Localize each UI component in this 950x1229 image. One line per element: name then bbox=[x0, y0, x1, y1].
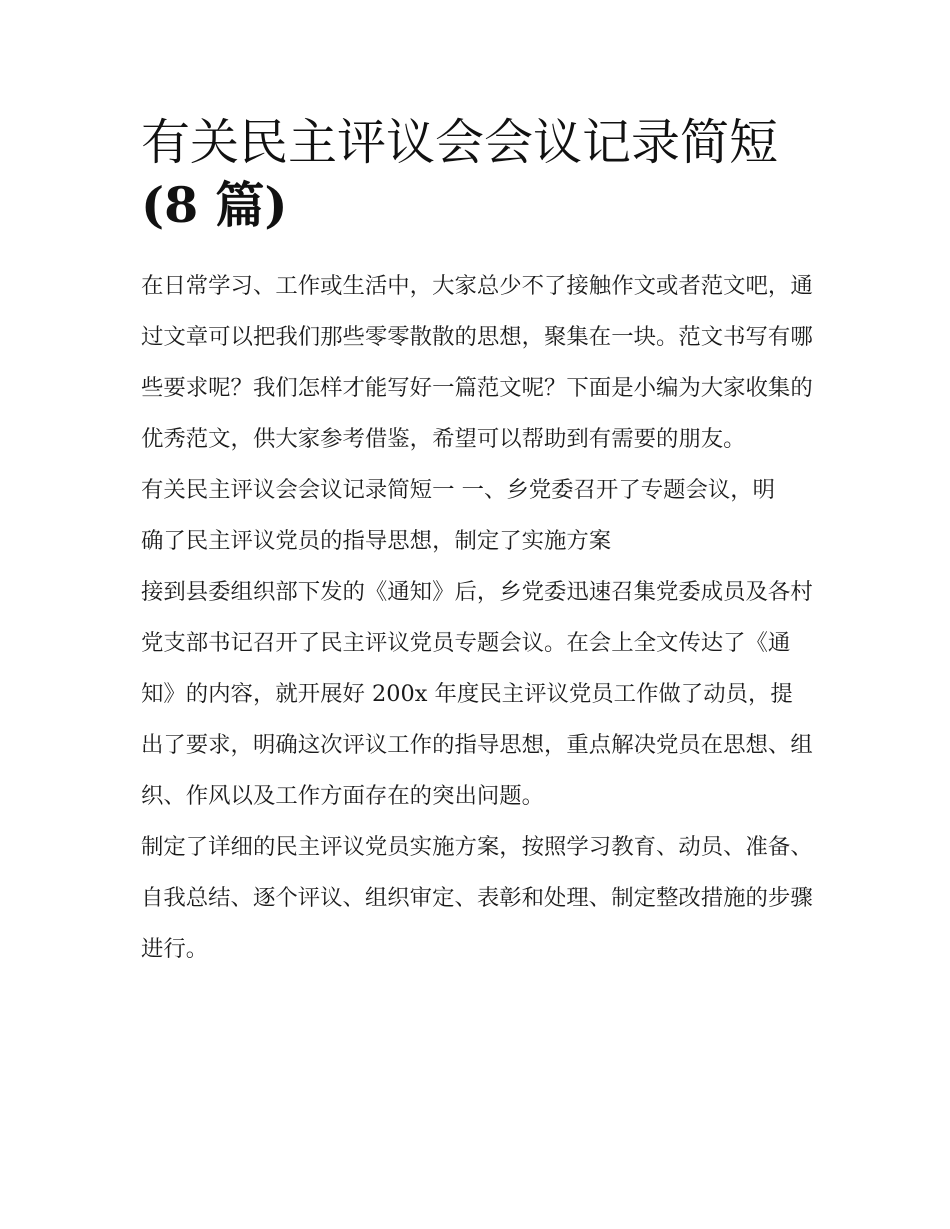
body-paragraph: 制定了详细的民主评议党员实施方案，按照学习教育、动员、准备、自我总结、逐个评议、组织审定、表彰和处理、制定整改措施的步骤进行。 bbox=[141, 834, 813, 962]
document-page bbox=[141, 112, 813, 975]
title-main: 有关民主评议会会议记录简短 bbox=[141, 114, 779, 171]
section-heading-paragraph: 有关民主评议会会议记录简短一 一、乡党委召开了专题会议，明确了民主评议党员的指导思想，制定了实施方案 bbox=[141, 477, 776, 554]
document-body bbox=[141, 261, 813, 975]
intro-paragraph: 在日常学习、工作或生活中，大家总少不了接触作文或者范文吧，通过文章可以把我们那些零零散散的思想，聚集在一块。范文书写有哪些要求呢？我们怎样才能写好一篇范文呢？下面是小编为大家收集的优秀范文，供大家参考借鉴，希望可以帮助到有需要的朋友。 bbox=[141, 273, 813, 452]
title-count: (8 篇) bbox=[141, 176, 288, 234]
body-paragraph: 接到县委组织部下发的《通知》后，乡党委迅速召集党委成员及各村党支部书记召开了民主评议党员专题会议。在会上全文传达了《通知》的内容，就开展好 200x 年度民主评议党员工作做了动员，提出了要求，明确这次评议工作的指导思想，重点解决党员在思想、组织、作风以及工作方面存在的突出问题。 bbox=[141, 579, 813, 809]
document-title bbox=[141, 112, 813, 237]
